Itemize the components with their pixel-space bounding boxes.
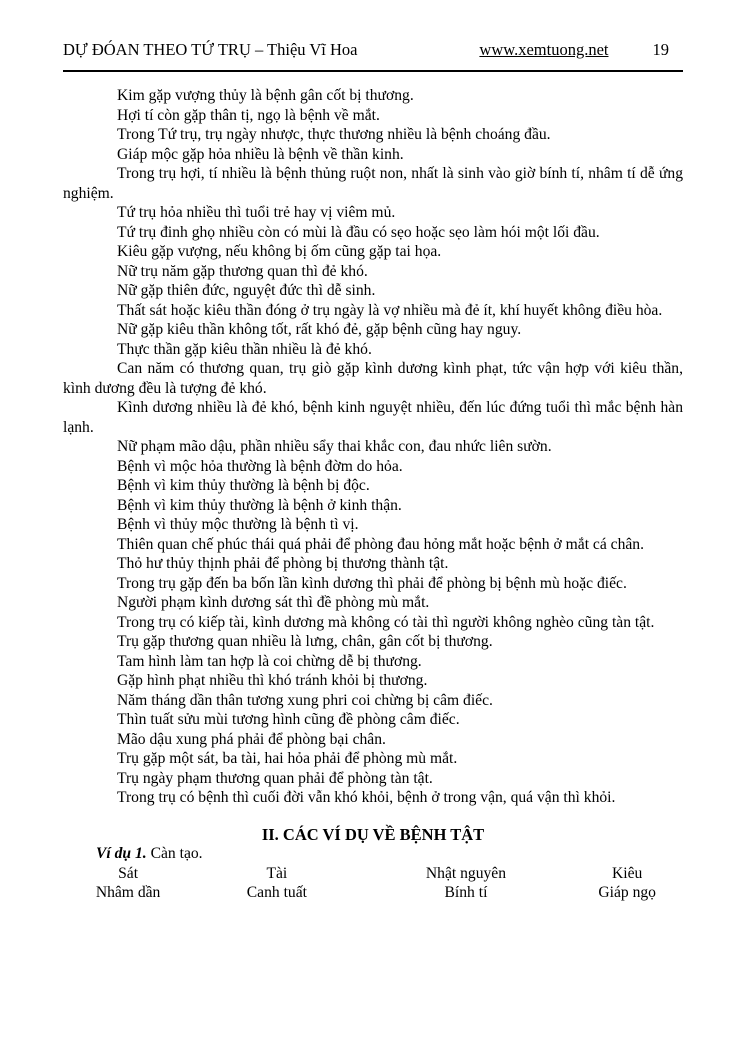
- paragraph: Trong trụ có bệnh thì cuối đời vẫn khó khỏi, bệnh ở trong vận, quá vận thì khỏi.: [117, 789, 616, 806]
- paragraph: Trong trụ gặp đến ba bốn lần kình dương thì phải để phòng bị bệnh mù hoặc điếc.: [117, 574, 627, 592]
- section-heading: II. CÁC VÍ DỤ VỀ BỆNH TẬT: [261, 824, 485, 844]
- table-cell: Nhâm dần: [95, 884, 161, 901]
- paragraph: Mão dậu xung phá phải để phòng bại chân.: [117, 730, 386, 748]
- paragraph: Bệnh vì thủy mộc thường là bệnh tì vị.: [117, 516, 359, 533]
- page-content: [63, 86, 683, 903]
- paragraph: Trụ gặp một sát, ba tài, hai hỏa phải để phòng mù mắt.: [117, 750, 458, 767]
- book-title: DỰ ĐÓAN THEO TỨ TRỤ – Thiệu Vĩ Hoa: [63, 40, 358, 59]
- paragraph: Thìn tuất sửu mùi tương hình cũng đề phòng câm điếc.: [117, 711, 460, 728]
- example-line: [63, 844, 683, 864]
- paragraph: Kình dương nhiều là đẻ khó, bệnh kinh nguyệt nhiều, đến lúc đứng tuổi thì mắc bệnh hàn lạnh.: [63, 399, 683, 436]
- paragraph: Giáp mộc gặp hỏa nhiều là bệnh về thần kinh.: [117, 145, 404, 163]
- paragraph: Tứ trụ đinh ghọ nhiều còn có mùi là đầu có sẹo hoặc sẹo làm hói một lối đầu.: [117, 223, 600, 241]
- table-cell: Giáp ngọ: [598, 884, 656, 901]
- paragraph: Thất sát hoặc kiêu thần đóng ở trụ ngày là vợ nhiều mà đẻ ít, khí huyết không điều hòa.: [117, 301, 663, 319]
- paragraph: Trong trụ hợi, tí nhiều là bệnh thủng ruột non, nhất là sinh vào giờ bính tí, nhâm tí dễ ứng nghiệm.: [63, 165, 683, 202]
- paragraph: Nữ gặp thiên đức, nguyệt đức thì dễ sinh.: [117, 282, 376, 299]
- paragraph: Thiên quan chế phúc thái quá phải để phòng đau hỏng mắt hoặc bệnh ở mắt cá chân.: [117, 535, 644, 553]
- table-row-pillars: [63, 883, 683, 903]
- pillar-table: [63, 864, 683, 903]
- paragraph: Trong trụ có kiếp tài, kình dương mà không có tài thì người không nghèo cũng tàn tật.: [117, 613, 655, 631]
- header-right: [479, 40, 683, 60]
- paragraph: Trụ gặp thương quan nhiều là lưng, chân, gân cốt bị thương.: [117, 633, 493, 650]
- table-cell: Bính tí: [444, 884, 488, 901]
- paragraph: Nữ trụ năm gặp thương quan thì đẻ khó.: [117, 262, 368, 280]
- table-cell: Sát: [118, 864, 139, 882]
- page-header: [63, 40, 683, 60]
- table-cell: Kiêu: [612, 864, 643, 882]
- website-link: www.xemtuong.net: [479, 40, 609, 59]
- paragraph: Kiêu gặp vượng, nếu không bị ốm cũng gặp tai họa.: [117, 243, 442, 260]
- table-cell: Canh tuất: [246, 884, 307, 901]
- paragraph: Bệnh vì mộc hỏa thường là bệnh đờm do hỏa.: [117, 457, 403, 475]
- example-label: Ví dụ 1.: [96, 845, 147, 862]
- paragraph: Hợi tí còn gặp thân tị, ngọ là bệnh về mắt.: [117, 106, 380, 124]
- page-number: 19: [652, 40, 669, 59]
- paragraph: Bệnh vì kim thủy thường là bệnh bị độc.: [117, 477, 370, 494]
- paragraph: Nữ gặp kiêu thần không tốt, rất khó đẻ, gặp bệnh cũng hay nguy.: [117, 321, 522, 338]
- table-row-gods: [63, 864, 683, 884]
- header-rule: [63, 70, 683, 72]
- paragraph: Tam hình làm tan hợp là coi chừng dễ bị thương.: [117, 652, 422, 670]
- paragraph: Gặp hình phạt nhiều thì khó tránh khỏi bị thương.: [117, 672, 428, 689]
- paragraph: Trụ ngày phạm thương quan phải để phòng tàn tật.: [117, 769, 433, 787]
- paragraph: Trong Tứ trụ, trụ ngày nhược, thực thương nhiều là bệnh choáng đầu.: [117, 126, 551, 143]
- paragraph: Nữ phạm mão dậu, phần nhiều sẩy thai khắc con, đau nhức liên sườn.: [117, 438, 552, 455]
- paragraph: Người phạm kình dương sát thì đề phòng mù mắt.: [117, 594, 430, 611]
- table-cell: Nhật nguyên: [425, 864, 507, 882]
- paragraph: Thỏ hư thủy thịnh phải để phòng bị thương thành tật.: [117, 555, 449, 572]
- paragraph: Tứ trụ hỏa nhiều thì tuổi trẻ hay vị viêm mủ.: [117, 204, 396, 221]
- paragraph: Bệnh vì kim thủy thường là bệnh ở kinh thận.: [117, 496, 402, 514]
- table-cell: Tài: [266, 864, 288, 882]
- paragraph: Can năm có thương quan, trụ giò gặp kình dương kình phạt, tức vận hợp với kiêu thần, kình dương đều là tượng đẻ khó.: [63, 360, 683, 397]
- paragraph: Năm tháng dần thân tương xung phri coi chừng bị câm điếc.: [117, 691, 493, 709]
- paragraph: Kim gặp vượng thủy là bệnh gân cốt bị thương.: [117, 87, 414, 104]
- example-text: Càn tạo.: [146, 845, 203, 862]
- paragraph: Thực thần gặp kiêu thần nhiều là đẻ khó.: [117, 340, 372, 358]
